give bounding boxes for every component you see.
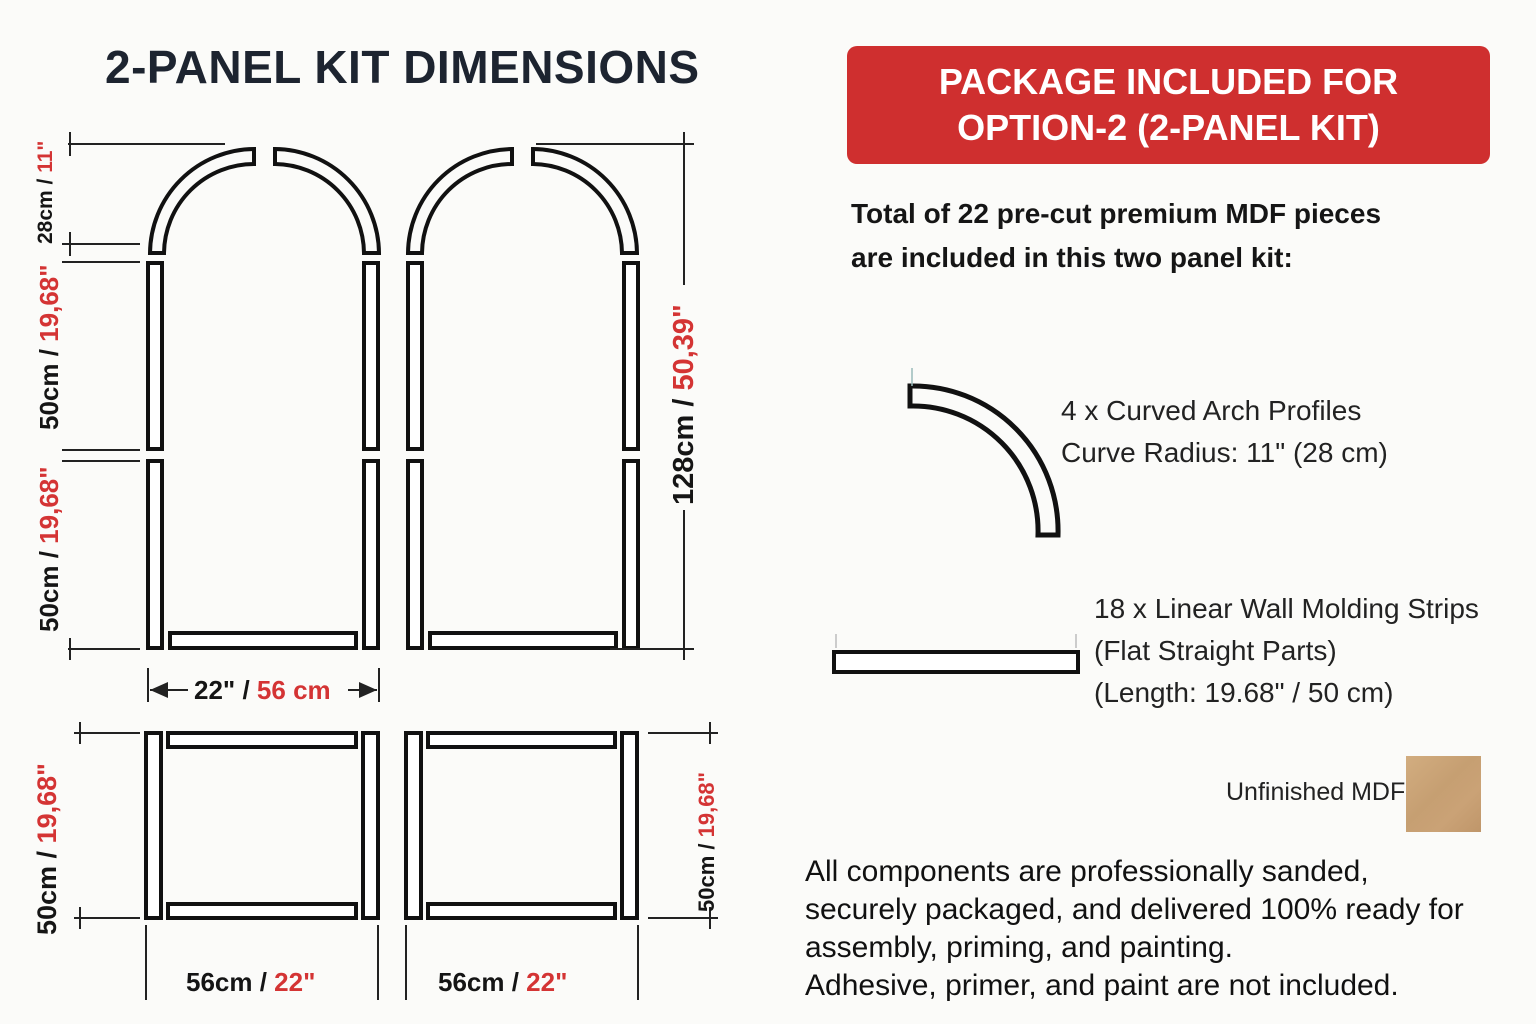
strip-piece	[622, 733, 637, 918]
dim-cm: 50cm /	[32, 843, 62, 935]
strip-piece	[148, 263, 162, 449]
item-line: 4 x Curved Arch Profiles	[1061, 395, 1362, 426]
intro-line-2: are included in this two panel kit:	[851, 242, 1293, 273]
dim-lower-right-height	[694, 772, 720, 912]
dim-arch-height	[34, 141, 58, 244]
curved-arch-description	[1061, 390, 1388, 474]
dim-in: 19,68"	[34, 466, 64, 544]
linear-strip-illustration	[834, 652, 1078, 672]
item-line: (Flat Straight Parts)	[1094, 635, 1337, 666]
material-label: Unfinished MDF	[1226, 778, 1406, 806]
note-line: assembly, priming, and painting.	[805, 931, 1233, 964]
strip-piece	[364, 263, 378, 449]
strip-piece	[430, 633, 616, 648]
arch-piece	[408, 149, 512, 253]
banner-line-2: OPTION-2 (2-PANEL KIT)	[957, 107, 1380, 148]
strip-piece	[406, 733, 421, 918]
note-line: securely packaged, and delivered 100% ready for	[805, 893, 1464, 926]
dim-in: 22" /	[194, 675, 257, 705]
dim-lower-width-2	[438, 967, 567, 998]
intro-line-1: Total of 22 pre-cut premium MDF pieces	[851, 198, 1382, 229]
arch-piece	[150, 149, 254, 253]
strip-piece	[148, 461, 162, 648]
dim-in: 19,68"	[34, 264, 64, 342]
package-banner	[847, 46, 1490, 164]
bottom-notes	[805, 853, 1464, 1005]
note-line: Adhesive, primer, and paint are not included.	[805, 969, 1399, 1002]
strip-piece	[364, 461, 378, 648]
item-line: 18 x Linear Wall Molding Strips	[1094, 593, 1479, 624]
dim-in: 22"	[274, 967, 316, 997]
dim-cm: 50cm /	[34, 341, 64, 430]
strip-piece	[168, 904, 356, 918]
strip-piece	[624, 263, 638, 449]
curved-arch-illustration	[910, 386, 1058, 535]
mdf-swatch	[1406, 756, 1481, 832]
dim-in: 19,68"	[32, 763, 62, 844]
arch-piece	[533, 149, 637, 253]
item-line: Curve Radius: 11" (28 cm)	[1061, 437, 1388, 468]
strip-piece	[146, 733, 161, 918]
dim-cm: 28cm /	[34, 172, 57, 244]
arch-piece	[275, 149, 379, 253]
dim-in: 19,68"	[694, 771, 719, 838]
strip-piece	[408, 263, 422, 449]
strip-piece	[428, 904, 615, 918]
dim-in: 50,39"	[668, 304, 700, 391]
strip-piece	[624, 461, 638, 648]
strip-piece	[168, 733, 356, 747]
dim-in: 22"	[526, 967, 568, 997]
banner-line-1: PACKAGE INCLUDED FOR	[938, 61, 1399, 102]
dim-lower-width-1	[186, 967, 315, 998]
dim-cm: 128cm /	[668, 390, 700, 505]
dim-segment-1	[34, 264, 65, 430]
page-title: 2-PANEL KIT DIMENSIONS	[105, 41, 700, 93]
dim-in: 11"	[34, 140, 57, 173]
strip-piece	[408, 461, 422, 648]
dim-segment-2	[34, 466, 65, 632]
note-line: All components are professionally sanded,	[805, 855, 1369, 888]
intro-text	[851, 192, 1381, 280]
dim-lower-left-height	[32, 763, 63, 935]
dim-cm: 56cm /	[186, 967, 275, 997]
strip-piece	[170, 633, 356, 648]
dim-cm: 56 cm	[256, 675, 331, 705]
dim-total-height	[668, 304, 701, 505]
dim-cm: 50cm /	[694, 837, 719, 912]
strip-piece	[428, 733, 615, 747]
linear-strip-description	[1094, 588, 1479, 714]
dim-arch-width	[194, 675, 331, 706]
dim-cm: 50cm /	[34, 543, 64, 632]
item-line: (Length: 19.68" / 50 cm)	[1094, 677, 1394, 708]
dim-cm: 56cm /	[438, 967, 527, 997]
strip-piece	[363, 733, 378, 918]
